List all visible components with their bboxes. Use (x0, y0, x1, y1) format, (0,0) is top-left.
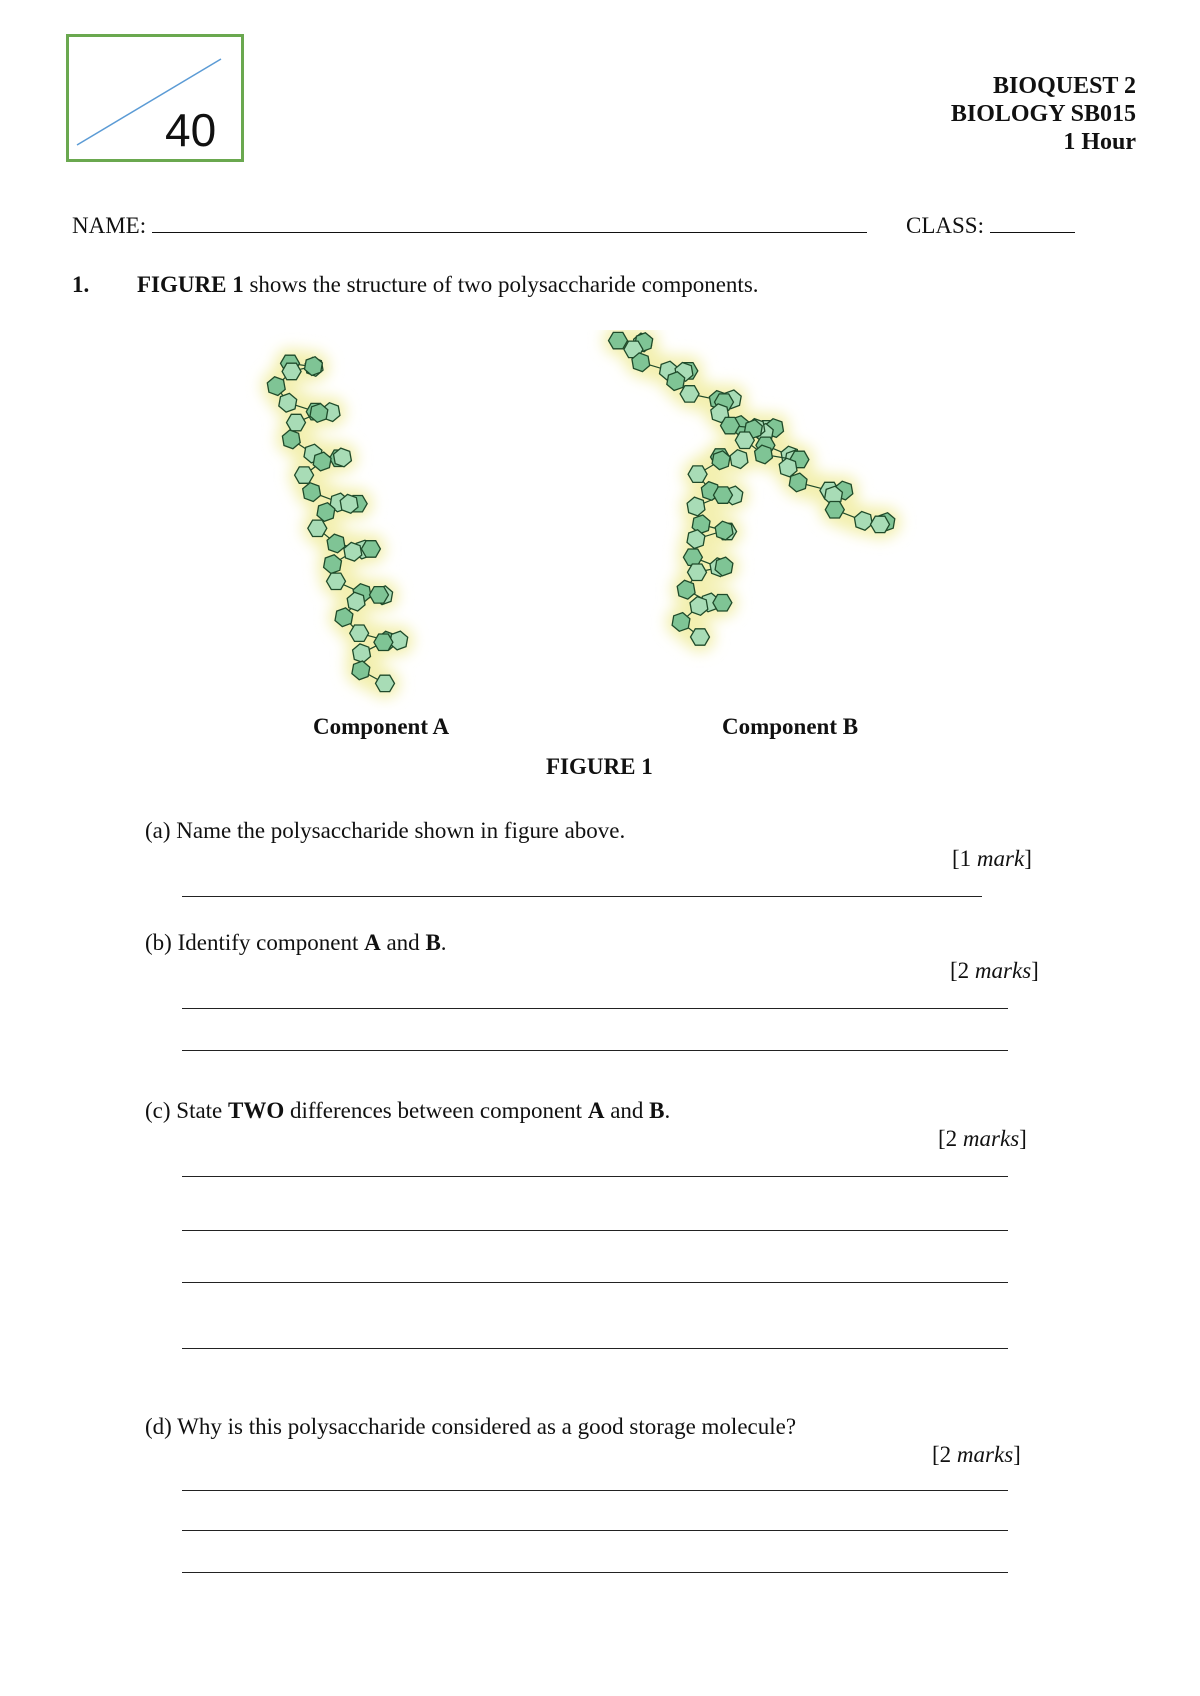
part-d-label: (d) (145, 1414, 172, 1439)
part-a-label: (a) (145, 818, 171, 843)
glucose-unit (308, 520, 327, 536)
part-a-question (145, 818, 625, 844)
class-field[interactable] (906, 210, 1075, 239)
glucose-unit (376, 675, 395, 691)
component-a-label: Component A (313, 714, 450, 739)
glucose-unit (370, 587, 389, 604)
figure-caption: FIGURE 1 (546, 754, 653, 779)
glucose-unit (327, 573, 346, 589)
glucose-unit (374, 634, 393, 651)
part-a-marks: [1 mark] (952, 846, 1032, 871)
glucose-unit (688, 564, 707, 581)
part-d-text: Why is this polysaccharide considered as a good storage molecule? (177, 1414, 797, 1439)
name-label: NAME: (72, 213, 147, 238)
part-d-marks: [2 marks] (932, 1442, 1021, 1467)
name-blank[interactable] (152, 210, 867, 233)
part-d-question (145, 1414, 796, 1440)
header-subject: BIOLOGY SB015 (950, 101, 1136, 127)
class-blank[interactable] (990, 210, 1075, 233)
glucose-unit (713, 595, 732, 612)
part-c-answer-line-4[interactable] (182, 1348, 1008, 1349)
part-d-answer-line-1[interactable] (182, 1490, 1008, 1491)
part-b-answer-line-2[interactable] (182, 1050, 1008, 1051)
part-c-answer-line-3[interactable] (182, 1282, 1008, 1283)
glucose-unit (691, 629, 710, 645)
glucose-unit (609, 332, 628, 348)
glucose-unit (714, 487, 733, 503)
part-b-label: (b) (145, 930, 172, 955)
glucose-unit (287, 414, 306, 431)
header-duration: 1 Hour (1063, 129, 1136, 155)
part-c-question: (c) State TWO differences between component A and B. (145, 1098, 671, 1123)
figure-1-diagram (0, 330, 1200, 710)
part-d-answer-line-3[interactable] (182, 1572, 1008, 1573)
question-number: 1. (72, 272, 90, 297)
part-b-question: (b) Identify component A and B. (145, 930, 447, 955)
question-lead: shows the structure of two polysaccharide components. (243, 272, 759, 297)
glucose-unit (721, 417, 740, 433)
glucose-unit (680, 386, 699, 402)
part-d-answer-line-2[interactable] (182, 1530, 1008, 1531)
glucose-unit (825, 502, 844, 519)
part-c-marks: [2 marks] (938, 1126, 1027, 1151)
glucose-unit (683, 549, 702, 565)
name-field[interactable] (72, 210, 867, 239)
part-a-text: Name the polysaccharide shown in figure above. (176, 818, 626, 843)
part-c-answer-line-1[interactable] (182, 1176, 1008, 1177)
question-text (137, 272, 759, 298)
part-b-answer-line-1[interactable] (182, 1008, 1008, 1009)
glucose-unit (871, 516, 890, 532)
glucose-unit (688, 466, 707, 483)
question-figure-ref: FIGURE 1 (137, 272, 244, 297)
part-c-label: (c) (145, 1098, 171, 1123)
part-c-answer-line-2[interactable] (182, 1230, 1008, 1231)
glucose-unit (735, 432, 754, 449)
part-a-answer-line[interactable] (182, 896, 982, 897)
header-title: BIOQUEST 2 (993, 73, 1136, 99)
score-value: 40 (165, 104, 217, 156)
class-label: CLASS: (906, 213, 984, 238)
glucose-unit (295, 467, 314, 483)
glucose-unit (282, 363, 301, 380)
glucose-units (267, 332, 895, 691)
glucose-unit (350, 625, 369, 641)
component-b-label: Component B (722, 714, 859, 739)
part-b-marks: [2 marks] (950, 958, 1039, 983)
glucose-unit (361, 541, 380, 558)
score-box (66, 34, 244, 162)
